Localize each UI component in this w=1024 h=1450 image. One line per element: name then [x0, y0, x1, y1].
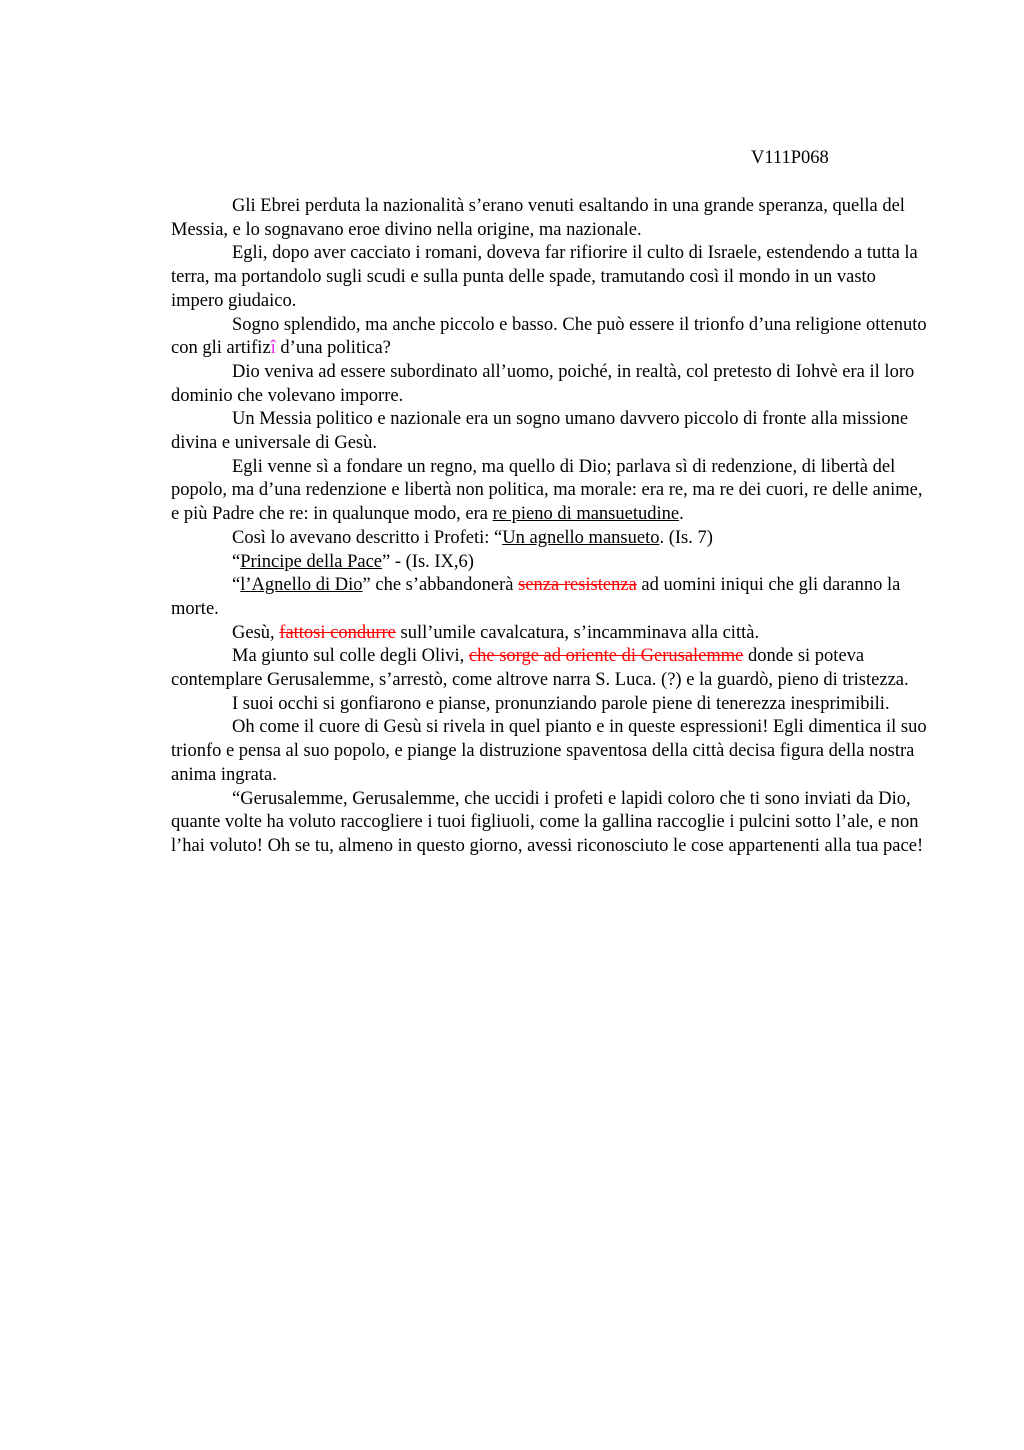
document-body	[171, 195, 931, 859]
text-run: donde si poteva contemplare Gerusalemme, s’arrestò, come altrove narra S. Luca. (?) e la guardò, pieno di tristezza.	[171, 646, 909, 691]
underlined-text: Principe della Pace	[240, 551, 382, 572]
paragraph	[171, 551, 931, 575]
paragraph	[171, 693, 931, 717]
paragraph	[171, 527, 931, 551]
text-run: .	[679, 504, 684, 525]
text-run: ” che s’abbandonerà	[362, 575, 519, 596]
struck-through-text: senza resistenza	[518, 575, 637, 596]
paragraph	[171, 622, 931, 646]
text-run: ” - (Is. IX,6)	[382, 551, 474, 572]
paragraph	[171, 314, 931, 361]
text-run: Un Messia politico e nazionale era un sogno umano davvero piccolo di fronte alla missione divina e universale di Gesù.	[171, 409, 909, 454]
paragraph	[171, 456, 931, 527]
text-run: . (Is. 7)	[659, 527, 713, 548]
paragraph	[171, 408, 931, 455]
text-run: Sogno splendido, ma anche piccolo e basso. Che può essere il trionfo d’una religione ottenuto con gli artifiz	[171, 314, 927, 359]
underlined-text: Un agnello mansueto	[502, 527, 660, 548]
text-run: Gli Ebrei perduta la nazionalità s’erano venuti esaltando in una grande speranza, quella del Messia, e lo sognavano eroe divino nella origine, ma nazionale.	[171, 196, 905, 240]
struck-through-text: che sorge ad oriente di Gerusalemme	[468, 646, 744, 667]
paragraph	[171, 242, 931, 313]
text-run: Così lo avevano descritto i Profeti: “	[232, 527, 503, 548]
paragraph	[171, 788, 931, 859]
text-run: “	[232, 575, 241, 596]
paragraph	[171, 716, 931, 787]
text-run: Dio veniva ad essere subordinato all’uomo, poiché, in realtà, col pretesto di Iohvè era il loro dominio che volevano imporre.	[171, 361, 915, 406]
text-run: Ma giunto sul colle degli Olivi,	[232, 646, 469, 667]
text-run: Egli venne sì a fondare un regno, ma quello di Dio; parlava sì di redenzione, di libertà del popolo, ma d’una redenzione e libertà non politica, ma morale: era re, ma re dei cuori, re delle anime, e più Padre che re: in qualunque modo, era	[171, 456, 923, 525]
underlined-text: l’Agnello di Dio	[240, 575, 363, 596]
text-run: Oh come il cuore di Gesù si rivela in quel pianto e in queste espressioni! Egli dimentica il suo trionfo e pensa al suo popolo, e piange la distruzione spaventosa della città decisa figura della nostra anima ingrata.	[171, 717, 927, 785]
text-run: “	[232, 551, 241, 572]
paragraph	[171, 645, 931, 692]
text-run: sull’umile cavalcatura, s’incamminava alla città.	[395, 622, 760, 643]
text-run: Egli, dopo aver cacciato i romani, doveva far rifiorire il culto di Israele, estendendo a tutta la terra, ma portandolo sugli scudi e sulla punta delle spade, tramutando così il mondo in un vasto impero giudaico.	[171, 243, 918, 311]
struck-through-text: fattosi condurre	[279, 622, 396, 643]
paragraph	[171, 574, 931, 621]
text-run: ad uomini iniqui che gli daranno la morte.	[171, 575, 901, 619]
highlighted-character: î	[270, 338, 276, 359]
paragraph	[171, 195, 931, 242]
text-run: I suoi occhi si gonfiarono e pianse, pronunziando parole piene di tenerezza inesprimibili.	[232, 693, 890, 714]
text-run: Gesù,	[232, 622, 280, 643]
text-run: “Gerusalemme, Gerusalemme, che uccidi i profeti e lapidi coloro che ti sono inviati da Dio, quante volte ha voluto raccogliere i tuoi figliuoli, come la gallina raccoglie i pulcini sotto l’ale, e non l’hai voluto! Oh se tu, almeno in questo giorno, avessi riconosciuto le cose appartenenti alla tua pace!	[171, 788, 924, 856]
page-identifier: V111P068	[751, 148, 829, 168]
underlined-text: re pieno di mansuetudine	[492, 504, 680, 525]
paragraph	[171, 361, 931, 408]
text-run: d’una politica?	[275, 338, 391, 359]
